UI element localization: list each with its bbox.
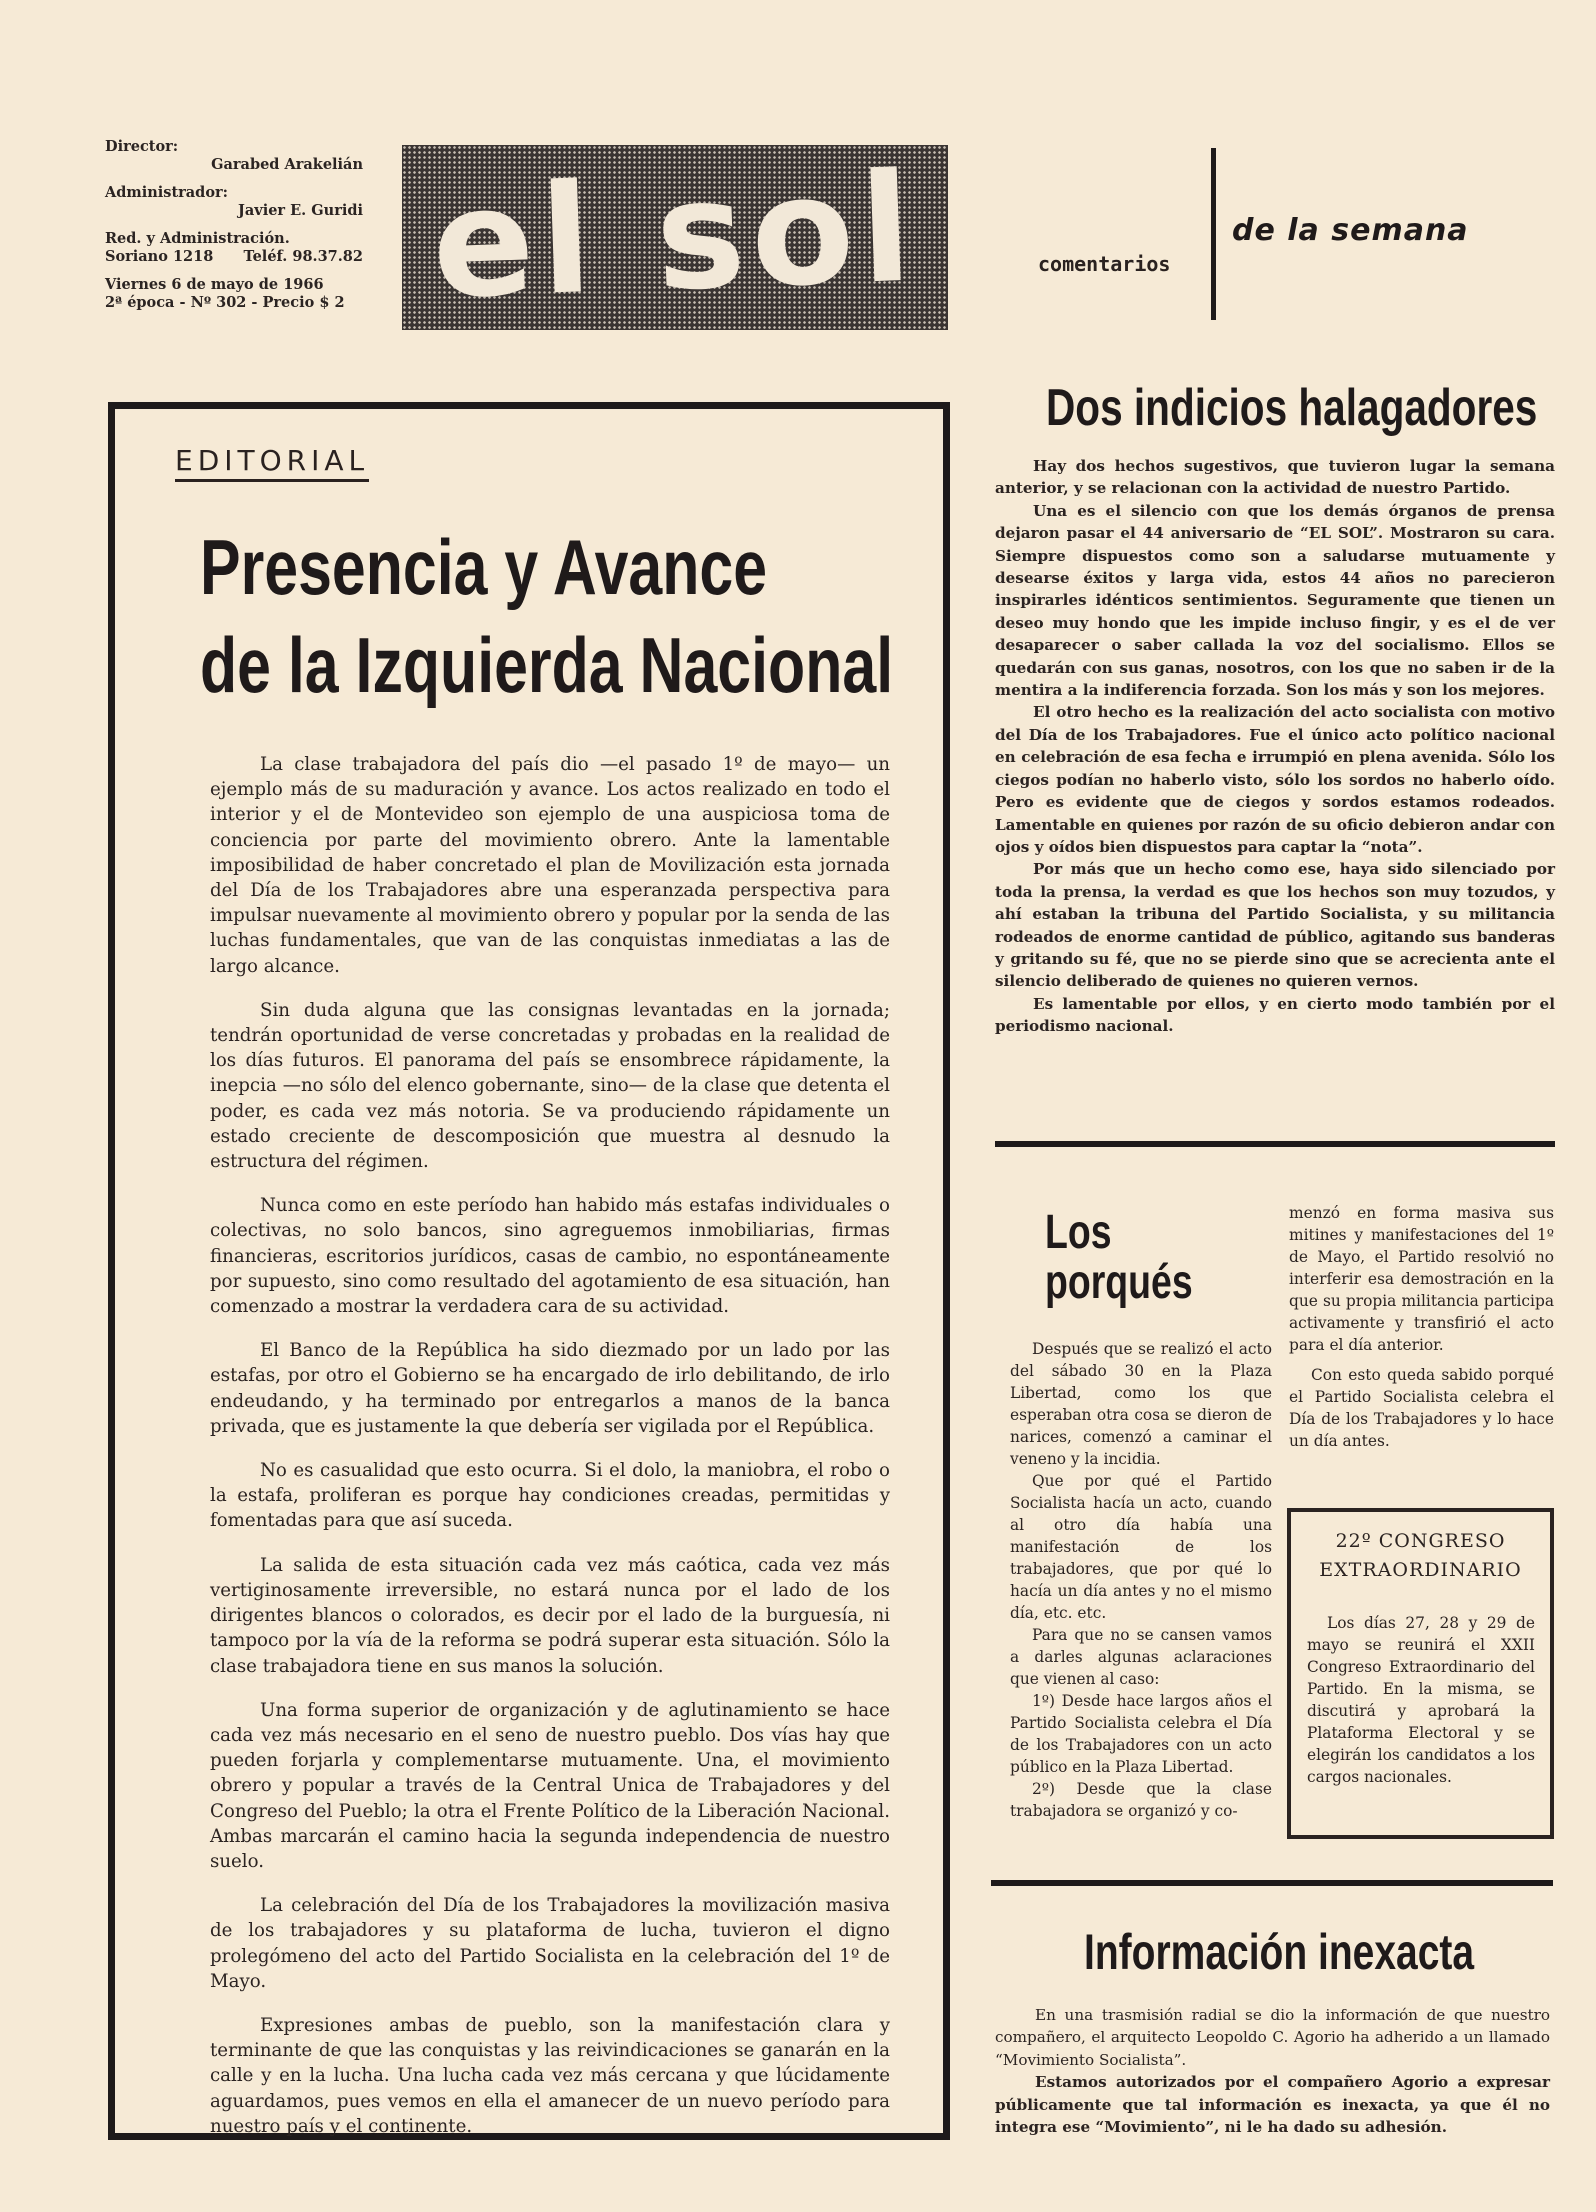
article-body-los-porques-col1 (1010, 1338, 1272, 1822)
editorial-paragraph: Nunca como en este período han habido más estafas individuales o colectivas, no solo bancos, sino agreguemos inmobiliarias, firmas financieras, escritorios jurídicos, casas de cambio, no espontáneamente por supuesto, sino como resultado del agotamiento de esa situación, han comenzado a mostrar la verdadera cara de su actividad. (210, 1195, 890, 1318)
title-line: Los (1045, 1206, 1112, 1259)
editorial-paragraph: La celebración del Día de los Trabajadores la movilización masiva de los trabajadores y su plataforma de lucha, tuvieron el digno prolegómeno del acto del Partido Socialista en la celebración del 1º de Mayo. (210, 1895, 890, 1992)
article-paragraph: Después que se realizó el acto del sábado 30 en la Plaza Libertad, como los que esperaban otra cosa se dieron de narices, comenzó a caminar el veneno y la incidia. (1010, 1340, 1272, 1468)
section-label-comentarios: comentarios (1038, 252, 1171, 276)
article-body-los-porques-col2 (1289, 1202, 1554, 1452)
article-paragraph: Es lamentable por ellos, y en cierto modo también por el periodismo nacional. (995, 994, 1555, 1036)
article-paragraph: Una es el silencio con que los demás órganos de prensa dejaron pasar el 44 aniversario de “EL SOL”. Mostraron su cara. Siempre dispuestos como son a saludarse mutuamente y desearse éxitos y larga vida, estos 44 años no parecieron inspirarles idénticos sentimientos. Seguramente que tienen un deseo muy hondo que les impide incluso fingir, y es el de ver desaparecer o saber callada la voz del socialismo. Ellos se quedarán con sus ganas, nosotros, con los que no saben ir de la mentira a la indiferencia forzada. Son los más y son los mejores. (995, 501, 1555, 700)
editorial-paragraph: Expresiones ambas de pueblo, son la manifestación clara y terminante de que las conquistas y las reivindicaciones se ganarán en la calle y en la lucha. Una lucha cada vez más cercana y que lúcidamente aguardamos, pues vemos en ella el amanecer de un nuevo período para nuestro país y el continente. (210, 2014, 890, 2137)
editorial-paragraph: La salida de esta situación cada vez más caótica, cada vez más vertiginosamente irreversible, no estará nunca por el lado de los dirigentes blancos o colorados, es decir por el lado de la burguesía, ni tampoco por la vía de la reforma se podrá superar esta situación. Sólo la clase trabajadora tiene en sus manos la solución. (210, 1554, 890, 1677)
editorial-paragraph: La clase trabajadora del país dio —el pasado 1º de mayo— un ejemplo más de su maduración y avance. Los actos realizado en todo el interior y el de Montevideo son ejemplo de una auspiciosa toma de conciencia por parte del movimiento obrero. Ante la lamentable imposibilidad de haber concretado el plan de Movilización esta jornada del Día de los Trabajadores abre una esperanzada perspectiva para impulsar nuevamente al movimiento obrero y popular por la senda de las luchas fundamentales, que van de las conquistas inmediatas a las de largo alcance. (210, 754, 890, 977)
title-line: porqués (1045, 1256, 1193, 1309)
article-body-dos-indicios (995, 455, 1555, 1038)
article-paragraph: Hay dos hechos sugestivos, que tuvieron lugar la semana anterior, y se relacionan con la actividad de nuestro Partido. (995, 457, 1555, 498)
issue-number: 2ª época - Nº 302 - Precio $ 2 (105, 294, 345, 311)
article-paragraph: El otro hecho es la realización del acto socialista con motivo del Día de los Trabajadores. Fue el único acto político nacional en celebración de esa fecha e irrumpió en plena avenida. Sólo los ciegos podían no haberlo visto, sólo los sordos no haberlo oído. Pero es evidente que de ciegos y sordos estamos rodeados. Lamentable en quienes por razón de su oficio debieron andar con ojos y oídos bien dispuestos para captar la “nota”. (995, 703, 1555, 856)
horizontal-rule (995, 1141, 1555, 1147)
article-paragraph: Para que no se cansen vamos a darles algunas aclaraciones que vienen al caso: (1010, 1626, 1272, 1688)
newspaper-logo (402, 141, 948, 333)
administrator-label: Administrador: (105, 184, 228, 201)
address: Soriano 1218 (105, 248, 214, 265)
administrator-name: Javier E. Guridi (238, 202, 363, 219)
masthead-info (105, 138, 363, 312)
section-label-de-la-semana: de la semana (1232, 213, 1469, 248)
article-title-los-porques (1045, 1208, 1193, 1308)
article-paragraph: 2º) Desde que la clase trabajadora se organizó y co- (1010, 1780, 1272, 1820)
editorial-label: EDITORIAL (175, 444, 369, 482)
article-paragraph: 1º) Desde hace largos años el Partido Socialista celebra el Día de los Trabajadores con un acto público en la Plaza Libertad. (1010, 1692, 1272, 1776)
article-paragraph: menzó en forma masiva sus mitines y manifestaciones del 1º de Mayo, el Partido resolvió no interferir esa demostración en la que su propia militancia participa activamente y transfirió el acto para el día anterior. (1289, 1204, 1554, 1354)
phone: Teléf. 98.37.82 (243, 248, 363, 265)
editorial-body (210, 752, 890, 2158)
article-title-dos-indicios: Dos indicios halagadores (1046, 379, 1538, 437)
article-body-informacion (995, 2004, 1550, 2138)
director-label: Director: (105, 138, 179, 155)
article-paragraph: Estamos autorizados por el compañero Agorio a expresar públicamente que tal información es inexacta, ya que él no integra ese “Movimiento”, ni le ha dado su adhesión. (995, 2073, 1550, 2137)
issue-date: Viernes 6 de mayo de 1966 (105, 276, 324, 293)
congreso-paragraph: Los días 27, 28 y 29 de mayo se reunirá el XXII Congreso Extraordinario del Partido. En la misma, se discutirá y aprobará la Plataforma Electoral y se elegirán los candidatos a los cargos nacionales. (1307, 1614, 1535, 1786)
article-paragraph: Que por qué el Partido Socialista hacía un acto, cuando al otro día había una manifestación de los trabajadores, que por qué lo hacía un día antes y no el mismo día, etc. etc. (1010, 1472, 1272, 1622)
congreso-body (1307, 1612, 1535, 1788)
logo-text: el sol (429, 141, 921, 333)
congreso-title-line1: 22º CONGRESO (1335, 1530, 1506, 1552)
editorial-paragraph: No es casualidad que esto ocurra. Si el dolo, la maniobra, el robo o la estafa, proliferan es porque hay condiciones creadas, permitidas y fomentadas para que así suceda. (210, 1460, 890, 1532)
editorial-title-line2: de la Izquierda Nacional (200, 621, 894, 709)
congreso-title-line2: EXTRAORDINARIO (1319, 1559, 1522, 1581)
article-title-informacion: Información inexacta (1084, 1924, 1475, 1980)
article-paragraph: Por más que un hecho como ese, haya sido silenciado por toda la prensa, la verdad es que los hechos son muy tozudos, y ahí estaban la tribuna del Partido Socialista, y su militancia rodeados de enorme cantidad de público, agitando sus banderas y gritando su fé, que no se pierde sino que se acrecienta ante el silencio deliberado de quienes no quieren vernos. (995, 860, 1555, 991)
article-paragraph: Con esto queda sabido porqué el Partido Socialista celebra el Día de los Trabajadores y lo hace un día antes. (1289, 1366, 1554, 1450)
address-label: Red. y Administración. (105, 230, 290, 247)
editorial-paragraph: El Banco de la República ha sido diezmado por un lado por las estafas, por otro el Gobierno se ha encargado de irlo debilitando, de irlo endeudando, y ha terminado por entregarlos a manos de la banca privada, que es justamente la que debería ser vigilada por el República. (210, 1340, 890, 1437)
editorial-title-line1: Presencia y Avance (200, 523, 768, 611)
horizontal-rule (991, 1880, 1553, 1886)
director-name: Garabed Arakelián (211, 156, 363, 173)
vertical-divider (1211, 148, 1216, 320)
editorial-paragraph: Sin duda alguna que las consignas levantadas en la jornada; tendrán oportunidad de verse concretadas y probadas en la realidad de los días futuros. El panorama del país se ensombrece rápidamente, la inepcia —no sólo del elenco gobernante, sino— de la clase que detenta el poder, es cada vez más notoria. Se va produciendo rápidamente un estado creciente de descomposición que muestra al desnudo la estructura del régimen. (210, 999, 890, 1173)
article-paragraph: En una trasmisión radial se dio la información de que nuestro compañero, el arquitecto Leopoldo C. Agorio ha adherido a un llamado “Movimiento Socialista”. (995, 2006, 1550, 2069)
editorial-paragraph: Una forma superior de organización y de aglutinamiento se hace cada vez más necesario en el seno de nuestro pueblo. Dos vías hay que pueden forjarla y complementarse mutuamente. Una, el movimiento obrero y popular a través de la Central Unica de Trabajadores y del Congreso del Pueblo; la otra el Frente Político de la Liberación Nacional. Ambas marcarán el camino hacia la segunda independencia de nuestro suelo. (210, 1699, 890, 1872)
